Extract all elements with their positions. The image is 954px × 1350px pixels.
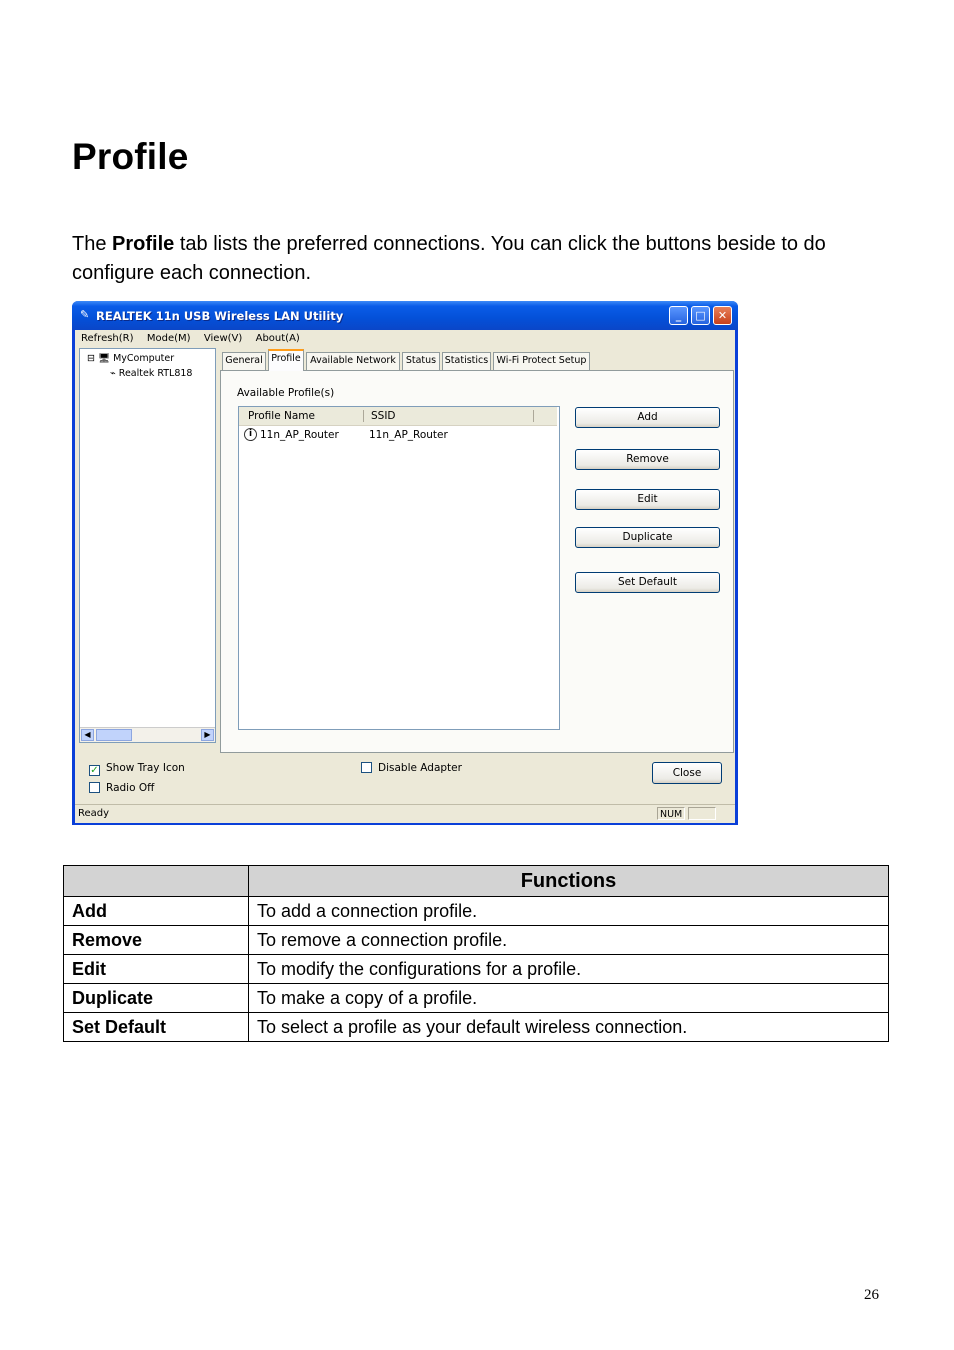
tree-node-computer[interactable]: ⊟ 🖥 MyComputer — [87, 353, 175, 364]
intro-suffix: tab lists the preferred connections. You can click the buttons beside to do configure each connection. — [72, 233, 826, 284]
tab-general[interactable]: General — [222, 352, 266, 370]
maximize-button[interactable]: □ — [691, 306, 710, 325]
tab-statistics[interactable]: Statistics — [442, 352, 491, 370]
available-profiles-label: Available Profile(s) — [237, 387, 335, 399]
profile-panel — [220, 370, 734, 753]
function-name: Duplicate — [64, 984, 249, 1013]
function-description: To make a copy of a profile. — [249, 984, 889, 1013]
radio-off-checkbox[interactable] — [89, 782, 154, 794]
title-bar — [72, 301, 738, 330]
profile-list-header — [239, 407, 557, 426]
intro-bold-term: Profile — [112, 233, 175, 255]
disable-adapter-checkbox[interactable] — [361, 762, 462, 774]
functions-table — [63, 865, 889, 1042]
function-description: To remove a connection profile. — [249, 926, 889, 955]
adapter-icon: ⌁ — [110, 368, 116, 379]
disable-adapter-label: Disable Adapter — [378, 762, 462, 774]
profile-ssid: 11n_AP_Router — [369, 429, 448, 441]
menu-view[interactable]: View(V) — [203, 333, 243, 344]
app-icon: ✎ — [80, 308, 90, 321]
status-text: Ready — [78, 808, 110, 819]
function-description: To select a profile as your default wireless connection. — [249, 1013, 889, 1042]
tree-node-adapter[interactable] — [110, 368, 192, 379]
profile-info-icon: i — [244, 428, 257, 441]
function-name: Set Default — [64, 1013, 249, 1042]
tab-profile[interactable]: Profile — [268, 349, 304, 371]
tree-horizontal-scrollbar[interactable] — [80, 727, 215, 742]
table-row — [64, 926, 889, 955]
close-window-button[interactable]: ✕ — [713, 306, 732, 325]
tree-node-adapter-label: Realtek RTL818 — [118, 368, 193, 379]
function-name: Remove — [64, 926, 249, 955]
page-number: 26 — [864, 1287, 879, 1303]
table-row — [64, 1013, 889, 1042]
scroll-right-icon[interactable]: ▶ — [201, 729, 214, 741]
edit-button[interactable]: Edit — [575, 489, 720, 510]
set-default-button[interactable]: Set Default — [575, 572, 720, 593]
num-lock-indicator: NUM — [657, 807, 685, 820]
list-item[interactable] — [243, 427, 543, 443]
column-ssid[interactable]: SSID — [371, 410, 396, 422]
profile-name: 11n_AP_Router — [260, 429, 339, 441]
table-row — [64, 897, 889, 926]
function-name: Edit — [64, 955, 249, 984]
utility-window-screenshot — [72, 301, 738, 825]
function-name: Add — [64, 897, 249, 926]
close-button[interactable]: Close — [652, 762, 722, 784]
minimize-button[interactable]: _ — [669, 306, 688, 325]
show-tray-icon-checkbox[interactable] — [89, 762, 185, 776]
radio-off-label: Radio Off — [106, 782, 155, 794]
table-header-row — [64, 866, 889, 897]
status-bar — [75, 804, 735, 823]
page-title: Profile — [72, 136, 189, 177]
menu-bar — [81, 332, 310, 348]
duplicate-button[interactable]: Duplicate — [575, 527, 720, 548]
table-header-empty — [64, 866, 249, 897]
scroll-thumb[interactable] — [96, 729, 132, 741]
checkbox-unchecked-icon[interactable] — [361, 762, 372, 773]
tab-status[interactable]: Status — [402, 352, 440, 370]
checkbox-checked-icon[interactable]: ✓ — [90, 765, 99, 776]
computer-icon: 🖥 — [97, 353, 111, 364]
tree-node-computer-label: MyComputer — [113, 353, 175, 364]
menu-mode[interactable]: Mode(M) — [146, 333, 191, 344]
menu-about[interactable]: About(A) — [255, 333, 300, 344]
profile-list[interactable] — [238, 406, 560, 730]
device-tree[interactable] — [79, 348, 216, 743]
table-row — [64, 984, 889, 1013]
function-description: To add a connection profile. — [249, 897, 889, 926]
table-header-functions: Functions — [249, 866, 889, 897]
tab-available-network[interactable]: Available Network — [306, 352, 400, 370]
show-tray-icon-label: Show Tray Icon — [106, 762, 185, 774]
tab-wifi-protect-setup[interactable]: Wi-Fi Protect Setup — [493, 352, 590, 370]
remove-button[interactable]: Remove — [575, 449, 720, 470]
intro-paragraph — [72, 230, 902, 288]
add-button[interactable]: Add — [575, 407, 720, 428]
checkbox-unchecked-icon[interactable] — [89, 782, 100, 793]
status-cell — [688, 807, 716, 820]
function-description: To modify the configurations for a profile. — [249, 955, 889, 984]
column-profile-name[interactable]: Profile Name — [248, 410, 315, 422]
window-title: REALTEK 11n USB Wireless LAN Utility — [96, 309, 344, 323]
scroll-left-icon[interactable]: ◀ — [81, 729, 94, 741]
table-row — [64, 955, 889, 984]
intro-prefix: The — [72, 233, 113, 255]
menu-refresh[interactable]: Refresh(R) — [81, 333, 134, 344]
